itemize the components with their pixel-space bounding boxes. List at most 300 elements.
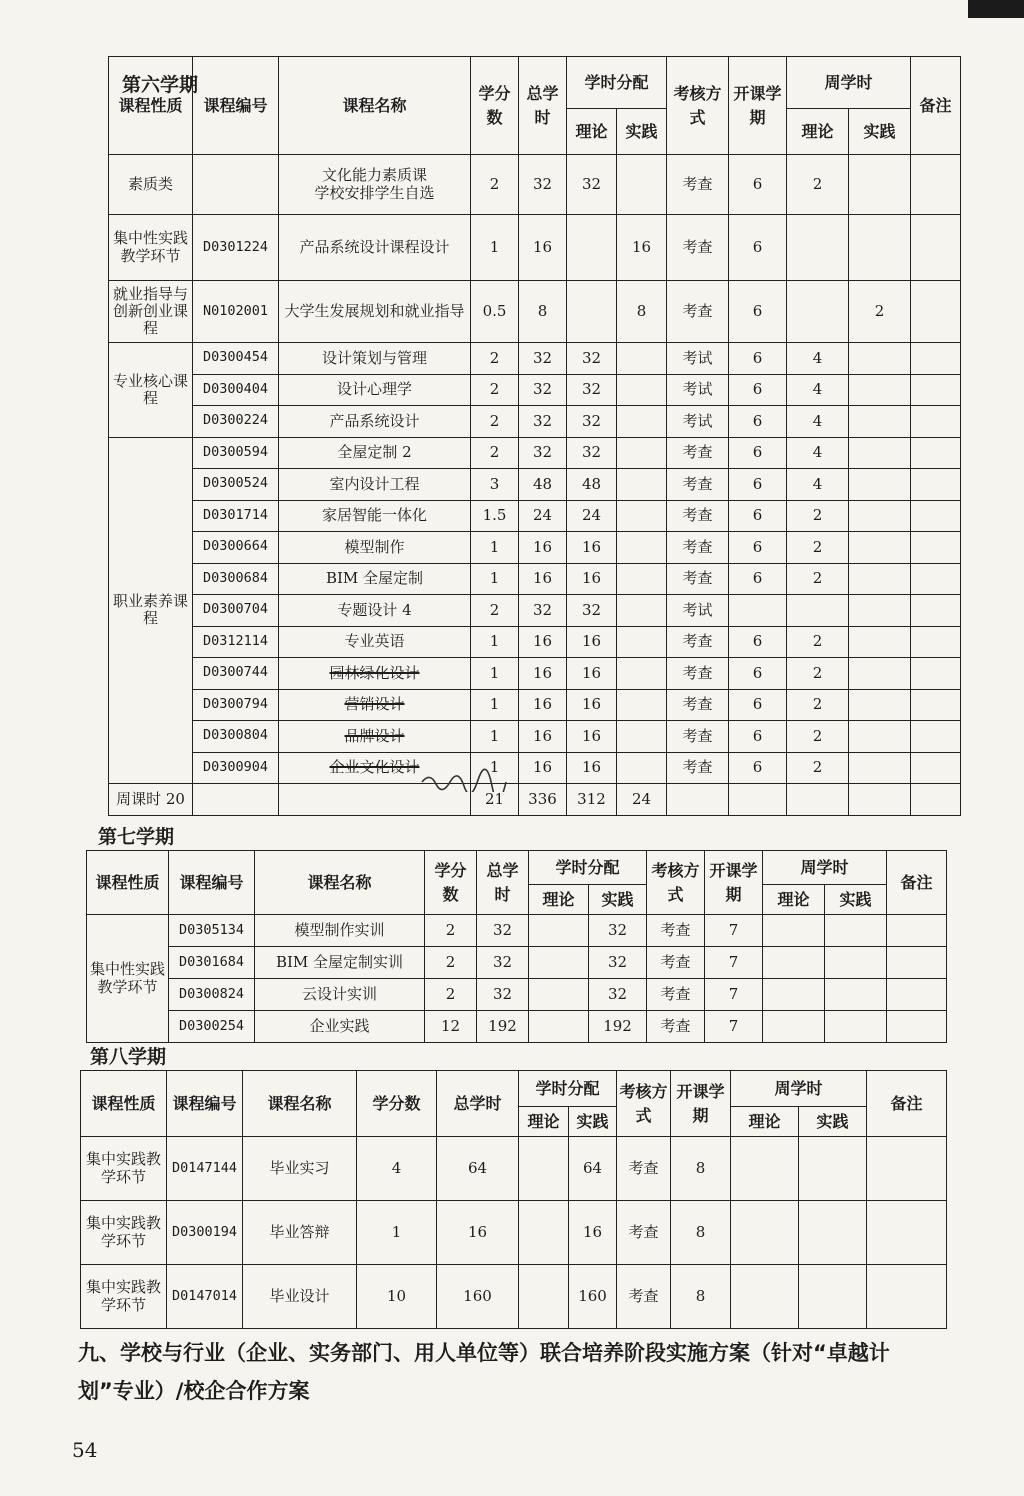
course-hours: 16: [519, 563, 567, 595]
total-practice: 24: [617, 784, 667, 816]
course-code: D0147144: [167, 1137, 243, 1201]
course-hours: 24: [519, 500, 567, 532]
assessment-type: 考查: [647, 947, 705, 979]
semester-8-body: [81, 1137, 947, 1329]
course-code: D0300524: [193, 469, 279, 501]
header-weekly-theory: 理论: [787, 109, 849, 155]
course-hours: 16: [519, 752, 567, 784]
table-row: [81, 1137, 947, 1201]
weekly-theory: 4: [787, 374, 849, 406]
practice-hours: [617, 437, 667, 469]
course-name: 企业文化设计: [279, 752, 471, 784]
weekly-practice: [849, 658, 911, 690]
course-name: 家居智能一体化: [279, 500, 471, 532]
assessment-type: 考查: [617, 1265, 671, 1329]
semester-7-title: 第七学期: [98, 826, 175, 848]
table-row: [109, 689, 961, 721]
header-dist: 学时分配: [567, 57, 667, 109]
weekly-practice: [849, 215, 911, 281]
header-nature: 课程性质: [81, 1071, 167, 1137]
course-hours: 16: [519, 721, 567, 753]
course-nature: 集中实践教学环节: [81, 1265, 167, 1329]
course-credit: 1: [471, 721, 519, 753]
assessment-type: 考查: [667, 281, 729, 343]
assessment-type: 考查: [667, 532, 729, 564]
table-row: [109, 752, 961, 784]
header-credit: 学分数: [357, 1071, 437, 1137]
weekly-theory: 2: [787, 626, 849, 658]
practice-hours: [617, 469, 667, 501]
header-remark: 备注: [911, 57, 961, 155]
assessment-type: 考试: [667, 374, 729, 406]
term: 6: [729, 500, 787, 532]
weekly-practice: [799, 1265, 867, 1329]
theory-hours: 16: [567, 532, 617, 564]
theory-hours: 16: [567, 752, 617, 784]
course-hours: 64: [437, 1137, 519, 1201]
course-credit: 2: [471, 595, 519, 627]
course-name: 园林绿化设计: [279, 658, 471, 690]
course-nature: 集中实践教学环节: [81, 1137, 167, 1201]
remark: [887, 979, 947, 1011]
weekly-practice: [849, 563, 911, 595]
header-remark: 备注: [867, 1071, 947, 1137]
theory-hours: [519, 1201, 569, 1265]
course-name: 云设计实训: [255, 979, 425, 1011]
course-credit: 1: [471, 563, 519, 595]
header-weekly: 周学时: [731, 1071, 867, 1107]
term: [729, 595, 787, 627]
remark: [911, 595, 961, 627]
assessment-type: 考查: [667, 215, 729, 281]
semester-8-table: [80, 1070, 947, 1329]
weekly-theory: [763, 1011, 825, 1043]
table-cell: [787, 784, 849, 816]
theory-hours: [519, 1137, 569, 1201]
remark: [911, 752, 961, 784]
header-theory: 理论: [529, 885, 589, 915]
course-credit: 1: [471, 532, 519, 564]
semester-6-title: 第六学期: [122, 74, 199, 96]
theory-hours: [519, 1265, 569, 1329]
practice-hours: 16: [617, 215, 667, 281]
course-code: D0300684: [193, 563, 279, 595]
header-weekly-practice: 实践: [799, 1107, 867, 1137]
table-row: [87, 1011, 947, 1043]
practice-hours: [617, 343, 667, 375]
table-cell: [729, 784, 787, 816]
table-row: [109, 406, 961, 438]
remark: [911, 437, 961, 469]
table-row: [109, 155, 961, 215]
course-credit: 1: [471, 215, 519, 281]
section-nine-heading: 九、学校与行业（企业、实务部门、用人单位等）联合培养阶段实施方案（针对“卓越计划”专业）/校企合作方案: [78, 1341, 890, 1403]
table-cell: [193, 784, 279, 816]
course-credit: 2: [471, 343, 519, 375]
header-weekly-practice: 实践: [825, 885, 887, 915]
term: 6: [729, 343, 787, 375]
table-row: [109, 437, 961, 469]
weekly-practice: [825, 1011, 887, 1043]
practice-hours: 32: [589, 979, 647, 1011]
course-name: 产品系统设计课程设计: [279, 215, 471, 281]
course-name: 产品系统设计: [279, 406, 471, 438]
remark: [911, 626, 961, 658]
assessment-type: 考查: [647, 1011, 705, 1043]
practice-hours: 32: [589, 947, 647, 979]
term: 6: [729, 155, 787, 215]
table-row: [87, 979, 947, 1011]
course-code: D0300704: [193, 595, 279, 627]
course-code: D0300254: [169, 1011, 255, 1043]
course-code: D0300744: [193, 658, 279, 690]
term: 6: [729, 626, 787, 658]
page-number: 54: [72, 1438, 98, 1462]
weekly-practice: [799, 1201, 867, 1265]
course-credit: 1: [357, 1201, 437, 1265]
course-hours: 32: [519, 406, 567, 438]
course-credit: 2: [471, 155, 519, 215]
remark: [867, 1137, 947, 1201]
course-code: D0301684: [169, 947, 255, 979]
course-credit: 1: [471, 658, 519, 690]
table-row: [87, 947, 947, 979]
weekly-theory: 2: [787, 563, 849, 595]
course-code: D0301224: [193, 215, 279, 281]
course-name: 专业英语: [279, 626, 471, 658]
total-row: [109, 784, 961, 816]
course-hours: 16: [519, 532, 567, 564]
course-hours: 192: [477, 1011, 529, 1043]
practice-hours: 16: [569, 1201, 617, 1265]
header-credit: 学分数: [471, 57, 519, 155]
header-theory: 理论: [519, 1107, 569, 1137]
remark: [867, 1201, 947, 1265]
weekly-practice: [849, 406, 911, 438]
course-code: D0300794: [193, 689, 279, 721]
course-code: D0147014: [167, 1265, 243, 1329]
remark: [887, 915, 947, 947]
course-credit: 1: [471, 689, 519, 721]
table-row: [81, 1265, 947, 1329]
course-hours: 32: [519, 437, 567, 469]
header-nature: 课程性质: [109, 57, 193, 155]
weekly-theory: 4: [787, 469, 849, 501]
term: 7: [705, 1011, 763, 1043]
assessment-type: 考查: [647, 915, 705, 947]
weekly-practice: 2: [849, 281, 911, 343]
practice-hours: 160: [569, 1265, 617, 1329]
course-name: 室内设计工程: [279, 469, 471, 501]
term: 6: [729, 689, 787, 721]
table-row: [109, 343, 961, 375]
theory-hours: 16: [567, 689, 617, 721]
header-name: 课程名称: [243, 1071, 357, 1137]
header-practice: 实践: [617, 109, 667, 155]
course-code: [193, 155, 279, 215]
assessment-type: 考试: [667, 595, 729, 627]
course-credit: 4: [357, 1137, 437, 1201]
header-hours: 总学时: [477, 851, 529, 915]
remark: [911, 406, 961, 438]
assessment-type: 考查: [667, 752, 729, 784]
semester-7-table: [86, 850, 947, 1043]
course-hours: 16: [519, 215, 567, 281]
course-code: D0300904: [193, 752, 279, 784]
weekly-theory: [731, 1201, 799, 1265]
course-nature: 集中实践教学环节: [81, 1201, 167, 1265]
remark: [911, 532, 961, 564]
course-code: D0300194: [167, 1201, 243, 1265]
assessment-type: 考查: [667, 437, 729, 469]
weekly-theory: [763, 979, 825, 1011]
term: 6: [729, 406, 787, 438]
assessment-type: 考查: [617, 1201, 671, 1265]
theory-hours: 32: [567, 374, 617, 406]
practice-hours: [617, 595, 667, 627]
header-code: 课程编号: [193, 57, 279, 155]
table-cell: [849, 784, 911, 816]
header-name: 课程名称: [255, 851, 425, 915]
table-row: [109, 721, 961, 753]
theory-hours: [529, 915, 589, 947]
course-credit: 12: [425, 1011, 477, 1043]
table-row: [81, 1201, 947, 1265]
weekly-practice: [849, 500, 911, 532]
table-row: [109, 469, 961, 501]
weekly-practice: [849, 595, 911, 627]
course-hours: 32: [477, 947, 529, 979]
weekly-theory: [731, 1137, 799, 1201]
practice-hours: 32: [589, 915, 647, 947]
weekly-theory: 2: [787, 658, 849, 690]
term: 6: [729, 658, 787, 690]
term: 8: [671, 1137, 731, 1201]
term: 6: [729, 215, 787, 281]
practice-hours: [617, 532, 667, 564]
course-code: D0300804: [193, 721, 279, 753]
assessment-type: 考试: [667, 343, 729, 375]
theory-hours: 16: [567, 626, 617, 658]
term: 6: [729, 532, 787, 564]
course-nature: 就业指导与创新创业课程: [109, 281, 193, 343]
weekly-practice: [849, 469, 911, 501]
handwritten-scribble: [420, 768, 510, 792]
weekly-theory: 2: [787, 532, 849, 564]
course-code: D0305134: [169, 915, 255, 947]
theory-hours: [567, 281, 617, 343]
weekly-practice: [849, 689, 911, 721]
weekly-practice: [825, 947, 887, 979]
practice-hours: [617, 374, 667, 406]
remark: [911, 658, 961, 690]
assessment-type: 考查: [667, 689, 729, 721]
theory-hours: 32: [567, 595, 617, 627]
total-hours: 336: [519, 784, 567, 816]
course-name: 模型制作实训: [255, 915, 425, 947]
course-hours: 32: [519, 155, 567, 215]
table-row: [109, 215, 961, 281]
assessment-type: 考查: [667, 469, 729, 501]
course-credit: 2: [425, 915, 477, 947]
remark: [867, 1265, 947, 1329]
header-dist: 学时分配: [529, 851, 647, 885]
table-cell: [911, 784, 961, 816]
term: 6: [729, 281, 787, 343]
term: 6: [729, 563, 787, 595]
practice-hours: [617, 155, 667, 215]
term: 8: [671, 1265, 731, 1329]
course-nature: 集中性实践教学环节: [109, 215, 193, 281]
term: 6: [729, 469, 787, 501]
course-code: D0312114: [193, 626, 279, 658]
header-assess: 考核方式: [617, 1071, 671, 1137]
weekly-theory: [763, 947, 825, 979]
course-hours: 32: [477, 979, 529, 1011]
course-hours: 32: [519, 374, 567, 406]
header-practice: 实践: [589, 885, 647, 915]
course-hours: 32: [519, 343, 567, 375]
header-weekly-theory: 理论: [731, 1107, 799, 1137]
practice-hours: 192: [589, 1011, 647, 1043]
term: 6: [729, 437, 787, 469]
practice-hours: 8: [617, 281, 667, 343]
practice-hours: 64: [569, 1137, 617, 1201]
practice-hours: [617, 500, 667, 532]
course-name: 毕业设计: [243, 1265, 357, 1329]
course-name: 专题设计 4: [279, 595, 471, 627]
assessment-type: 考查: [647, 979, 705, 1011]
header-code: 课程编号: [167, 1071, 243, 1137]
header-theory: 理论: [567, 109, 617, 155]
weekly-theory: [787, 215, 849, 281]
course-credit: 2: [425, 979, 477, 1011]
course-name: BIM 全屋定制: [279, 563, 471, 595]
course-name: 品牌设计: [279, 721, 471, 753]
theory-hours: 32: [567, 406, 617, 438]
assessment-type: 考查: [617, 1137, 671, 1201]
course-name: 模型制作: [279, 532, 471, 564]
weekly-practice: [849, 374, 911, 406]
header-term: 开课学期: [729, 57, 787, 155]
course-name: 大学生发展规划和就业指导: [279, 281, 471, 343]
remark: [911, 215, 961, 281]
course-credit: 0.5: [471, 281, 519, 343]
table-row: [109, 532, 961, 564]
course-code: D0300594: [193, 437, 279, 469]
course-code: N0102001: [193, 281, 279, 343]
weekly-practice: [849, 626, 911, 658]
header-hours: 总学时: [519, 57, 567, 155]
weekly-theory: 4: [787, 343, 849, 375]
theory-hours: 16: [567, 658, 617, 690]
course-credit: 2: [471, 374, 519, 406]
header-hours: 总学时: [437, 1071, 519, 1137]
weekly-theory: [787, 281, 849, 343]
weekly-theory: 4: [787, 406, 849, 438]
weekly-practice: [825, 915, 887, 947]
header-nature: 课程性质: [87, 851, 169, 915]
course-nature: 集中性实践教学环节: [87, 915, 169, 1043]
practice-hours: [617, 752, 667, 784]
course-hours: 16: [519, 658, 567, 690]
header-weekly-practice: 实践: [849, 109, 911, 155]
semester-8-title: 第八学期: [90, 1046, 167, 1068]
weekly-theory: [763, 915, 825, 947]
header-term: 开课学期: [671, 1071, 731, 1137]
total-label: 周课时 20: [109, 784, 193, 816]
course-hours: 48: [519, 469, 567, 501]
assessment-type: 考查: [667, 721, 729, 753]
theory-hours: 32: [567, 155, 617, 215]
term: 6: [729, 374, 787, 406]
course-credit: 2: [471, 437, 519, 469]
practice-hours: [617, 406, 667, 438]
header-weekly: 周学时: [763, 851, 887, 885]
header-assess: 考核方式: [647, 851, 705, 915]
course-credit: 1: [471, 752, 519, 784]
header-remark: 备注: [887, 851, 947, 915]
theory-hours: 48: [567, 469, 617, 501]
course-hours: 16: [519, 689, 567, 721]
course-code: D0300224: [193, 406, 279, 438]
term: 7: [705, 915, 763, 947]
total-theory: 312: [567, 784, 617, 816]
practice-hours: [617, 721, 667, 753]
course-name: 文化能力素质课 学校安排学生自选: [279, 155, 471, 215]
term: 8: [671, 1201, 731, 1265]
course-hours: 16: [437, 1201, 519, 1265]
remark: [911, 343, 961, 375]
course-credit: 2: [471, 406, 519, 438]
weekly-practice: [849, 155, 911, 215]
remark: [911, 563, 961, 595]
course-code: D0300454: [193, 343, 279, 375]
course-name: 企业实践: [255, 1011, 425, 1043]
table-row: [109, 500, 961, 532]
weekly-theory: 2: [787, 155, 849, 215]
weekly-theory: 2: [787, 500, 849, 532]
term: 7: [705, 979, 763, 1011]
header-weekly: 周学时: [787, 57, 911, 109]
weekly-theory: 2: [787, 721, 849, 753]
term: 6: [729, 752, 787, 784]
course-name: 毕业答辩: [243, 1201, 357, 1265]
weekly-practice: [849, 721, 911, 753]
course-hours: 160: [437, 1265, 519, 1329]
practice-hours: [617, 563, 667, 595]
remark: [911, 469, 961, 501]
weekly-practice: [849, 343, 911, 375]
header-name: 课程名称: [279, 57, 471, 155]
course-hours: 32: [519, 595, 567, 627]
remark: [911, 689, 961, 721]
header-term: 开课学期: [705, 851, 763, 915]
semester-6-body: [109, 155, 961, 816]
weekly-theory: [787, 595, 849, 627]
theory-hours: [529, 1011, 589, 1043]
weekly-practice: [849, 532, 911, 564]
assessment-type: 考查: [667, 658, 729, 690]
course-nature: 职业素养课程: [109, 437, 193, 784]
course-code: D0301714: [193, 500, 279, 532]
table-row: [87, 915, 947, 947]
course-hours: 32: [477, 915, 529, 947]
course-name: BIM 全屋定制实训: [255, 947, 425, 979]
table-row: [109, 658, 961, 690]
header-weekly-theory: 理论: [763, 885, 825, 915]
course-code: D0300404: [193, 374, 279, 406]
